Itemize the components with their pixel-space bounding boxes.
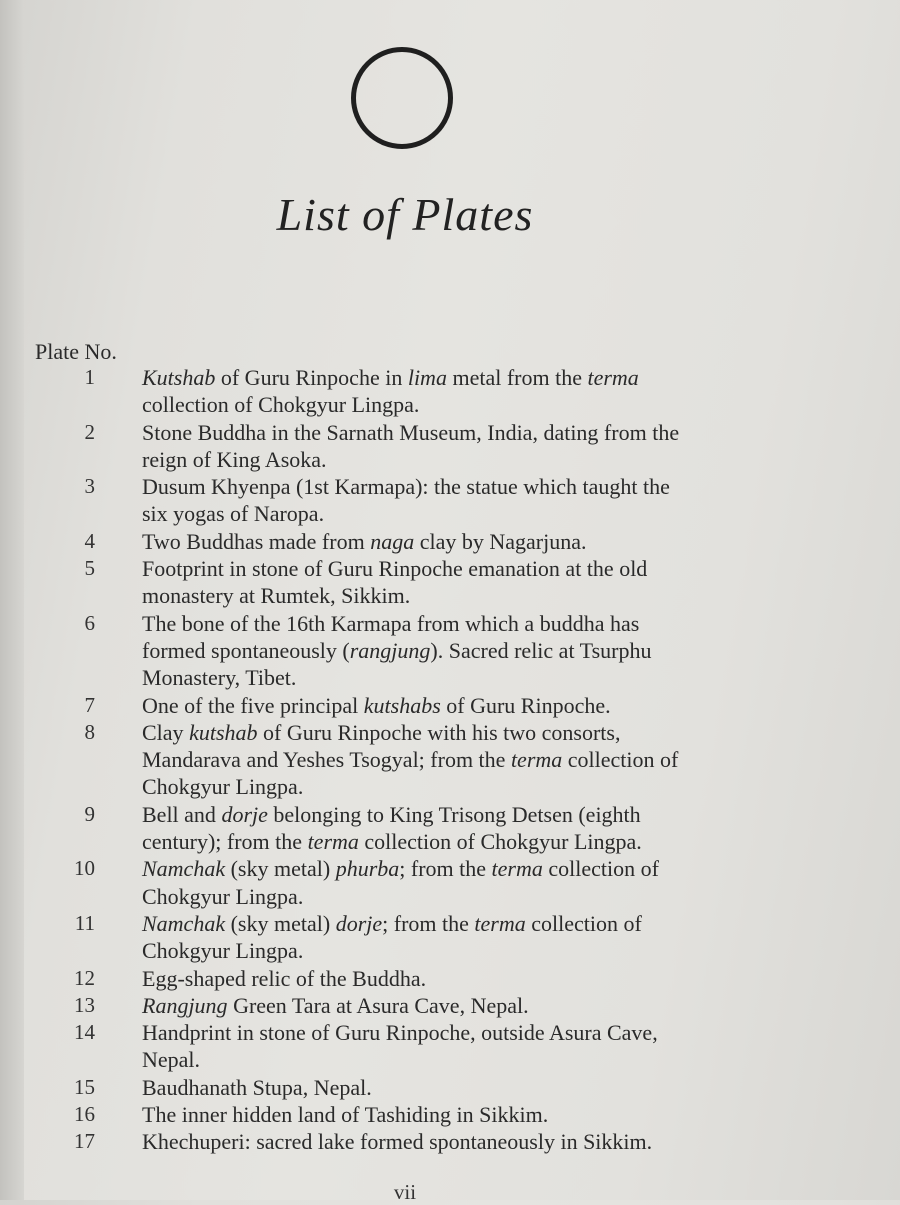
text-segment: Chokgyur Lingpa. — [142, 774, 304, 800]
plate-description — [142, 555, 802, 610]
italic-term: kutshab — [189, 719, 258, 745]
description-line — [142, 582, 802, 609]
description-line — [142, 500, 802, 527]
italic-term: terma — [587, 365, 639, 390]
plate-entry — [0, 528, 900, 555]
plates-list — [0, 364, 900, 1156]
plate-entry — [0, 1101, 900, 1128]
description-line — [142, 746, 802, 773]
circle-ornament-icon — [351, 47, 453, 149]
plate-entry — [0, 719, 900, 801]
italic-term: dorje — [335, 910, 383, 936]
plate-entry — [0, 473, 900, 528]
plate-description — [142, 719, 802, 801]
text-segment: six yogas of Naropa. — [142, 501, 325, 527]
description-line — [142, 965, 802, 992]
plate-entry — [0, 419, 900, 474]
text-segment: Chokgyur Lingpa. — [142, 938, 304, 964]
plate-description — [142, 610, 802, 692]
italic-term: phurba — [335, 856, 400, 882]
plate-number: 7 — [84, 692, 95, 717]
description-line — [142, 855, 802, 882]
italic-term: terma — [510, 747, 563, 773]
plate-number: 8 — [84, 719, 95, 744]
description-line — [142, 828, 802, 855]
text-segment: ; from the — [399, 856, 492, 882]
text-segment: collection of — [562, 747, 679, 773]
text-segment: Handprint in stone of Guru Rinpoche, outside Asura Cave, — [142, 1020, 658, 1046]
plate-entry — [0, 855, 900, 910]
column-header: Plate No. — [35, 339, 117, 364]
plate-entry — [0, 910, 900, 965]
plate-description — [142, 528, 802, 555]
plate-number: 12 — [74, 965, 95, 990]
plate-entry — [0, 1019, 900, 1074]
text-segment: Baudhanath Stupa, Nepal. — [142, 1074, 372, 1100]
plate-number: 16 — [74, 1102, 95, 1127]
italic-term: terma — [474, 910, 526, 936]
plate-entry — [0, 555, 900, 610]
italic-term: naga — [370, 528, 415, 554]
plate-entry — [0, 965, 900, 992]
text-segment: Khechuperi: sacred lake formed spontaneously in Sikkim. — [142, 1129, 653, 1155]
plate-entry — [0, 1074, 900, 1101]
plate-description — [142, 364, 802, 419]
text-segment: collection of Chokgyur Lingpa. — [358, 829, 642, 855]
text-segment: Mandarava and Yeshes Tsogyal; from the — [142, 747, 511, 773]
description-line — [142, 391, 802, 418]
plate-description — [142, 1101, 802, 1128]
page-title: List of Plates — [276, 189, 534, 240]
italic-term: rangjung — [349, 637, 431, 663]
plate-entry — [0, 364, 900, 419]
plate-number: 4 — [84, 528, 95, 553]
description-line — [142, 1074, 802, 1101]
plate-description — [142, 910, 802, 965]
plate-description — [142, 1019, 802, 1074]
plate-number: 14 — [74, 1020, 95, 1045]
plate-entry — [0, 692, 900, 719]
description-line — [142, 910, 802, 937]
plate-description — [142, 1128, 802, 1155]
description-line — [142, 419, 802, 446]
text-segment: of Guru Rinpoche with his two consorts, — [257, 719, 621, 745]
text-segment: Stone Buddha in the Sarnath Museum, India, dating from the — [142, 419, 680, 445]
text-segment: collection of — [525, 910, 642, 936]
plate-number: 9 — [84, 801, 95, 826]
description-line — [142, 446, 802, 473]
plate-number: 6 — [84, 610, 95, 635]
description-line — [142, 1046, 802, 1073]
text-segment: (sky metal) — [225, 910, 336, 936]
description-line — [142, 719, 802, 746]
description-line — [142, 992, 802, 1019]
text-segment: of Guru Rinpoche. — [440, 692, 611, 718]
text-segment: collection of — [542, 856, 659, 882]
text-segment: reign of King Asoka. — [142, 446, 327, 472]
plate-entry — [0, 610, 900, 692]
plate-entry — [0, 1128, 900, 1155]
text-segment: formed spontaneously ( — [142, 637, 350, 663]
description-line — [142, 1019, 802, 1046]
plate-entry — [0, 992, 900, 1019]
text-segment: Egg-shaped relic of the Buddha. — [142, 965, 427, 991]
text-segment: Chokgyur Lingpa. — [142, 883, 304, 909]
text-segment: Dusum Khyenpa (1st Karmapa): the statue which taught the — [142, 474, 670, 500]
description-line — [142, 528, 802, 555]
plate-description — [142, 855, 802, 910]
plate-number: 10 — [74, 856, 95, 881]
plate-description — [142, 992, 802, 1019]
text-segment: century); from the — [142, 829, 308, 855]
description-line — [142, 1128, 802, 1155]
text-segment: Footprint in stone of Guru Rinpoche emanation at the old — [142, 556, 648, 582]
text-segment: belonging to King Trisong Detsen (eighth — [267, 801, 641, 827]
text-segment: The bone of the 16th Karmapa from which a buddha has — [142, 610, 640, 636]
text-segment: ). Sacred relic at Tsurphu — [430, 637, 652, 663]
description-line — [142, 664, 802, 691]
description-line — [142, 1101, 802, 1128]
plate-entry — [0, 801, 900, 856]
text-segment: (sky metal) — [225, 856, 336, 882]
description-line — [142, 937, 802, 964]
italic-term: Namchak — [142, 910, 226, 936]
description-line — [142, 801, 802, 828]
text-segment: Monastery, Tibet. — [142, 665, 297, 691]
description-line — [142, 637, 802, 664]
description-line — [142, 473, 802, 500]
plate-number: 11 — [74, 910, 95, 935]
italic-term: kutshabs — [363, 692, 441, 718]
description-line — [142, 773, 802, 800]
plate-number: 5 — [84, 556, 95, 581]
description-line — [142, 883, 802, 910]
description-line — [142, 610, 802, 637]
text-segment: Green Tara at Asura Cave, Nepal. — [227, 992, 529, 1018]
italic-term: Rangjung — [142, 992, 228, 1018]
description-line — [142, 692, 802, 719]
text-segment: metal from the — [446, 365, 588, 390]
plate-description — [142, 473, 802, 528]
plate-number: 13 — [74, 992, 95, 1017]
text-segment: of Guru Rinpoche in — [215, 365, 408, 390]
italic-term: terma — [491, 856, 543, 882]
text-segment: clay by Nagarjuna. — [414, 528, 587, 554]
text-segment: monastery at Rumtek, Sikkim. — [142, 583, 411, 609]
plate-number: 17 — [74, 1129, 95, 1154]
plate-description — [142, 801, 802, 856]
italic-term: terma — [307, 829, 359, 855]
plate-description — [142, 692, 802, 719]
plate-number: 15 — [74, 1074, 95, 1099]
description-line — [142, 364, 802, 391]
italic-term: Kutshab — [142, 365, 216, 390]
text-segment: collection of Chokgyur Lingpa. — [142, 392, 420, 418]
plate-description — [142, 419, 802, 474]
plate-number: 1 — [84, 365, 95, 389]
page-number: vii — [393, 1180, 417, 1204]
plate-number: 2 — [84, 419, 95, 444]
text-segment: Nepal. — [142, 1047, 201, 1073]
italic-term: lima — [407, 365, 447, 390]
plate-number: 3 — [84, 474, 95, 499]
italic-term: Namchak — [142, 856, 226, 882]
plate-description — [142, 965, 802, 992]
text-segment: One of the five principal — [142, 692, 364, 718]
text-segment: The inner hidden land of Tashiding in Sikkim. — [142, 1102, 549, 1128]
plate-description — [142, 1074, 802, 1101]
text-segment: Clay — [142, 719, 190, 745]
text-segment: ; from the — [382, 910, 475, 936]
text-segment: Two Buddhas made from — [142, 528, 371, 554]
text-segment: Bell and — [142, 801, 222, 827]
description-line — [142, 555, 802, 582]
italic-term: dorje — [221, 801, 268, 827]
